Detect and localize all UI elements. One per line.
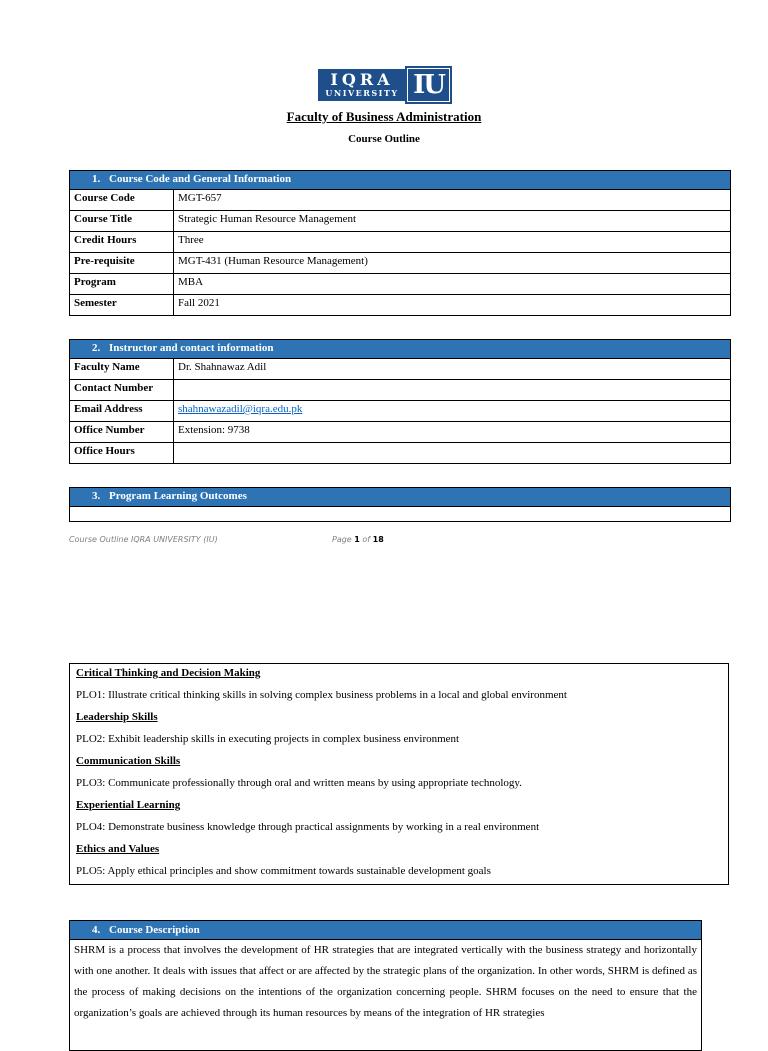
section-heading (70, 171, 731, 190)
row-value (174, 380, 731, 401)
plo-header-table (69, 487, 731, 522)
row-value: Extension: 9738 (174, 422, 731, 443)
plo-heading: Experiential Learning (76, 799, 181, 811)
section-number: 3. (92, 490, 101, 502)
plo-list (69, 663, 729, 885)
course-description-text: SHRM is a process that involves the development of HR strategies that are integrated vertically with the business strategy and horizontally with one another. It deals with issues that affect or are affected by the strategic plans of the organization. In other words, SHRM is defined as the process of making decisions on the intentions of the organization concerning people. SHRM focuses on the need to ensure that the organization’s goals are achieved through its human resources by means of the integration of HR strategies (74, 944, 697, 1019)
row-value (174, 401, 731, 422)
table-row (70, 443, 731, 464)
section-header (70, 340, 731, 359)
general-info-table (69, 170, 731, 316)
section-heading-text: Course Description (109, 924, 200, 936)
row-value: Dr. Shahnawaz Adil (174, 359, 731, 380)
row-label: Semester (70, 295, 174, 316)
row-label: Course Code (70, 190, 174, 211)
row-label: Office Hours (70, 443, 174, 464)
table-row (70, 295, 731, 316)
table-row (70, 422, 731, 443)
section-heading (70, 921, 702, 940)
section-number: 1. (92, 173, 101, 185)
logo-wordmark (318, 69, 406, 101)
plo-text: PLO4: Demonstrate business knowledge through practical assignments by working in a real environment (76, 821, 540, 833)
section-heading (70, 488, 731, 507)
section-heading-text: Program Learning Outcomes (109, 490, 247, 502)
table-row (70, 211, 731, 232)
section-heading-text: Instructor and contact information (109, 342, 274, 354)
row-label: Email Address (70, 401, 174, 422)
row-value: MGT-431 (Human Resource Management) (174, 253, 731, 274)
row-value (174, 443, 731, 464)
description-cell (70, 940, 702, 1051)
row-value: MGT-657 (174, 190, 731, 211)
university-logo (318, 69, 451, 101)
row-label: Faculty Name (70, 359, 174, 380)
row-value: Strategic Human Resource Management (174, 211, 731, 232)
table-row (70, 232, 731, 253)
section-heading-text: Course Code and General Information (109, 173, 292, 185)
row-label: Contact Number (70, 380, 174, 401)
table-row (70, 380, 731, 401)
section-header (70, 171, 731, 190)
page-number: 1 (354, 535, 360, 544)
plo-text: PLO3: Communicate professionally through oral and written means by using appropriate technology. (76, 777, 522, 789)
row-label: Credit Hours (70, 232, 174, 253)
section-header (70, 921, 702, 940)
logo-sub: UNIVERSITY (325, 88, 399, 98)
row-value: Fall 2021 (174, 295, 731, 316)
table-row (70, 359, 731, 380)
section-number: 4. (92, 924, 101, 936)
row-label: Program (70, 274, 174, 295)
row-value: Three (174, 232, 731, 253)
page-total: 18 (372, 535, 384, 544)
empty-cell (70, 507, 731, 522)
table-row (70, 401, 731, 422)
plo-heading: Critical Thinking and Decision Making (76, 667, 261, 679)
plo-heading: Leadership Skills (76, 711, 158, 723)
table-row (70, 253, 731, 274)
plo-text: PLO1: Illustrate critical thinking skills in solving complex business problems in a local and global environment (76, 689, 567, 701)
page-word: Page (332, 535, 352, 544)
plo-text: PLO2: Exhibit leadership skills in executing projects in complex business environment (76, 733, 460, 745)
table-row (70, 274, 731, 295)
faculty-title: Faculty of Business Administration (286, 109, 482, 124)
course-description-table (69, 920, 702, 1051)
footer-left: Course Outline IQRA UNIVERSITY (IU) (69, 535, 218, 544)
row-label: Office Number (70, 422, 174, 443)
logo-mark: IU (408, 69, 449, 101)
section-number: 2. (92, 342, 101, 354)
row-label: Pre-requisite (70, 253, 174, 274)
plo-heading: Ethics and Values (76, 843, 160, 855)
section-header (70, 488, 731, 507)
of-word: of (362, 535, 371, 544)
table-row (70, 940, 702, 1051)
row-value: MBA (174, 274, 731, 295)
page-counter (332, 535, 384, 544)
doc-subtitle: Course Outline (348, 133, 420, 145)
plo-text: PLO5: Apply ethical principles and show commitment towards sustainable development goals (76, 865, 491, 877)
instructor-info-table (69, 339, 731, 464)
table-row (70, 190, 731, 211)
plo-heading: Communication Skills (76, 755, 181, 767)
row-label: Course Title (70, 211, 174, 232)
logo-word: IQRA (330, 70, 394, 89)
section-heading (70, 340, 731, 359)
table-row (70, 507, 731, 522)
email-link[interactable]: shahnawazadil@iqra.edu.pk (178, 403, 303, 415)
